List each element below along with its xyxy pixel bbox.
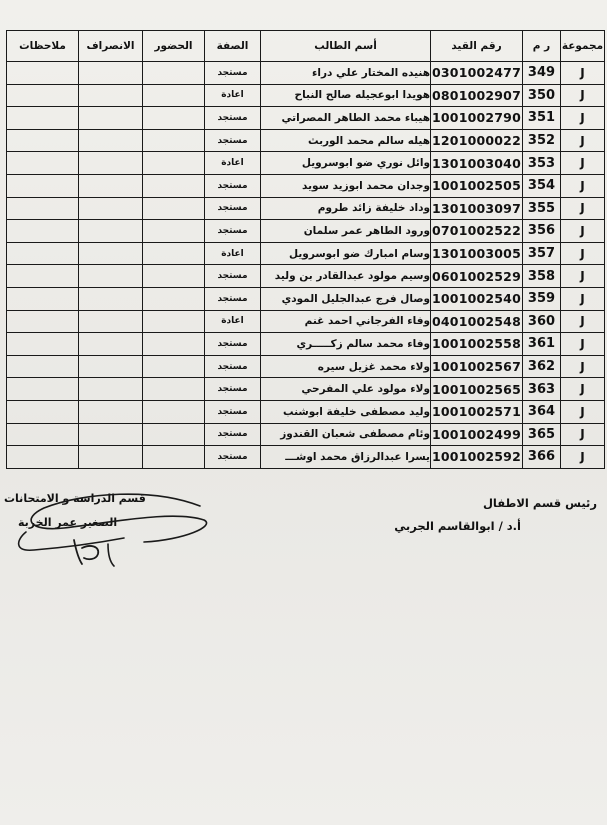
group-cell: J <box>561 355 605 378</box>
student-name-cell: يسرا عبدالرزاق محمد اوشـــ <box>261 446 431 469</box>
notes-cell <box>7 265 79 288</box>
header-number: ر م <box>523 31 561 62</box>
table-row <box>7 174 605 197</box>
attendance-cell <box>143 107 205 130</box>
table-row <box>7 333 605 356</box>
student-name-cell: هيباء محمد الطاهر المصراتي <box>261 107 431 130</box>
attendance-cell <box>143 310 205 333</box>
attendance-cell <box>143 355 205 378</box>
student-name-cell: وجدان محمد ابوزيد سويد <box>261 174 431 197</box>
header-attendance: الحضور <box>143 31 205 62</box>
status-cell: مستجد <box>205 174 261 197</box>
notes-cell <box>7 446 79 469</box>
group-cell: J <box>561 152 605 175</box>
status-cell: مستجد <box>205 287 261 310</box>
student-name-cell: وفاء محمد سالم زكـــــري <box>261 333 431 356</box>
notes-cell <box>7 242 79 265</box>
table-row <box>7 62 605 85</box>
table-row <box>7 378 605 401</box>
status-cell: اعادة <box>205 84 261 107</box>
departure-cell <box>79 333 143 356</box>
status-cell: مستجد <box>205 220 261 243</box>
status-cell: مستجد <box>205 265 261 288</box>
registration-number-cell: 0801002907 <box>431 84 523 107</box>
attendance-cell <box>143 152 205 175</box>
attendance-cell <box>143 446 205 469</box>
notes-cell <box>7 174 79 197</box>
table-header-row <box>7 31 605 62</box>
registration-number-cell: 1001002540 <box>431 287 523 310</box>
departure-cell <box>79 287 143 310</box>
departure-cell <box>79 355 143 378</box>
notes-cell <box>7 84 79 107</box>
student-name-cell: وليد مصطفى خليفة ابوشنب <box>261 400 431 423</box>
status-cell: مستجد <box>205 107 261 130</box>
group-cell: J <box>561 287 605 310</box>
registration-number-cell: 0401002548 <box>431 310 523 333</box>
group-cell: J <box>561 174 605 197</box>
table-row <box>7 310 605 333</box>
group-cell: J <box>561 378 605 401</box>
student-name-cell: وفاء الفرجاني احمد غنم <box>261 310 431 333</box>
departure-cell <box>79 423 143 446</box>
notes-cell <box>7 62 79 85</box>
group-cell: J <box>561 220 605 243</box>
attendance-cell <box>143 174 205 197</box>
departure-cell <box>79 242 143 265</box>
registration-number-cell: 1301003097 <box>431 197 523 220</box>
serial-number-cell: 359 <box>523 287 561 310</box>
table-row <box>7 220 605 243</box>
serial-number-cell: 360 <box>523 310 561 333</box>
table-row <box>7 197 605 220</box>
student-name-cell: هويدا ابوعجيله صالح النباح <box>261 84 431 107</box>
table-row <box>7 107 605 130</box>
serial-number-cell: 355 <box>523 197 561 220</box>
student-name-cell: وسام امبارك ضو ابوسرويل <box>261 242 431 265</box>
table-row <box>7 287 605 310</box>
serial-number-cell: 357 <box>523 242 561 265</box>
registration-number-cell: 1201000022 <box>431 129 523 152</box>
group-cell: J <box>561 197 605 220</box>
group-cell: J <box>561 62 605 85</box>
departure-cell <box>79 84 143 107</box>
student-name-cell: وسيم مولود عبدالقادر بن وليد <box>261 265 431 288</box>
header-group: مجموعة <box>561 31 605 62</box>
group-cell: J <box>561 423 605 446</box>
notes-cell <box>7 107 79 130</box>
registration-number-cell: 1001002505 <box>431 174 523 197</box>
attendance-cell <box>143 62 205 85</box>
student-roster-table <box>6 30 605 469</box>
status-cell: مستجد <box>205 333 261 356</box>
registration-number-cell: 1001002592 <box>431 446 523 469</box>
departure-cell <box>79 129 143 152</box>
table-row <box>7 265 605 288</box>
status-cell: مستجد <box>205 355 261 378</box>
attendance-cell <box>143 423 205 446</box>
header-notes: ملاحظات <box>7 31 79 62</box>
serial-number-cell: 353 <box>523 152 561 175</box>
notes-cell <box>7 287 79 310</box>
status-cell: مستجد <box>205 400 261 423</box>
attendance-cell <box>143 287 205 310</box>
student-name-cell: وئام مصطفى شعبان القندوز <box>261 423 431 446</box>
serial-number-cell: 351 <box>523 107 561 130</box>
group-cell: J <box>561 446 605 469</box>
registration-number-cell: 0701002522 <box>431 220 523 243</box>
group-cell: J <box>561 310 605 333</box>
header-reg-no: رقم القيد <box>431 31 523 62</box>
departure-cell <box>79 197 143 220</box>
status-cell: مستجد <box>205 378 261 401</box>
header-departure: الانصراف <box>79 31 143 62</box>
notes-cell <box>7 129 79 152</box>
notes-cell <box>7 220 79 243</box>
student-name-cell: ولاء محمد غزيل سيره <box>261 355 431 378</box>
serial-number-cell: 365 <box>523 423 561 446</box>
department-head-name: أ.د / ابوالقاسم الجربي <box>394 519 521 533</box>
departure-cell <box>79 378 143 401</box>
student-name-cell: هنيده المختار علي دراء <box>261 62 431 85</box>
registration-number-cell: 1001002567 <box>431 355 523 378</box>
attendance-cell <box>143 265 205 288</box>
handwritten-signature <box>4 488 214 578</box>
group-cell: J <box>561 242 605 265</box>
attendance-cell <box>143 129 205 152</box>
group-cell: J <box>561 129 605 152</box>
group-cell: J <box>561 84 605 107</box>
registration-number-cell: 1001002499 <box>431 423 523 446</box>
group-cell: J <box>561 333 605 356</box>
header-status: الصفة <box>205 31 261 62</box>
serial-number-cell: 358 <box>523 265 561 288</box>
student-name-cell: ولاء مولود علي المفرحي <box>261 378 431 401</box>
registration-number-cell: 1301003005 <box>431 242 523 265</box>
status-cell: مستجد <box>205 446 261 469</box>
serial-number-cell: 354 <box>523 174 561 197</box>
status-cell: مستجد <box>205 62 261 85</box>
notes-cell <box>7 333 79 356</box>
serial-number-cell: 350 <box>523 84 561 107</box>
group-cell: J <box>561 265 605 288</box>
notes-cell <box>7 152 79 175</box>
table-row <box>7 242 605 265</box>
table-row <box>7 423 605 446</box>
department-head-title: رئيس قسم الاطفال <box>482 496 597 510</box>
attendance-cell <box>143 197 205 220</box>
notes-cell <box>7 378 79 401</box>
departure-cell <box>79 400 143 423</box>
student-name-cell: هيله سالم محمد الوربث <box>261 129 431 152</box>
serial-number-cell: 361 <box>523 333 561 356</box>
student-name-cell: وصال فرج عبدالجليل المودي <box>261 287 431 310</box>
exams-office-name: الصغير عمر الخربة <box>18 516 118 529</box>
table-body <box>7 62 605 469</box>
serial-number-cell: 349 <box>523 62 561 85</box>
departure-cell <box>79 62 143 85</box>
registration-number-cell: 1001002565 <box>431 378 523 401</box>
status-cell: اعادة <box>205 242 261 265</box>
registration-number-cell: 1001002790 <box>431 107 523 130</box>
departure-cell <box>79 107 143 130</box>
attendance-cell <box>143 378 205 401</box>
departure-cell <box>79 174 143 197</box>
serial-number-cell: 362 <box>523 355 561 378</box>
status-cell: اعادة <box>205 310 261 333</box>
table-row <box>7 84 605 107</box>
registration-number-cell: 1001002558 <box>431 333 523 356</box>
table-row <box>7 446 605 469</box>
serial-number-cell: 366 <box>523 446 561 469</box>
table-row <box>7 152 605 175</box>
notes-cell <box>7 310 79 333</box>
attendance-cell <box>143 400 205 423</box>
attendance-cell <box>143 84 205 107</box>
attendance-cell <box>143 220 205 243</box>
status-cell: مستجد <box>205 423 261 446</box>
attendance-cell <box>143 242 205 265</box>
notes-cell <box>7 355 79 378</box>
student-name-cell: وداد خليفة زائد طروم <box>261 197 431 220</box>
student-name-cell: وائل نوري ضو ابوسرويل <box>261 152 431 175</box>
serial-number-cell: 363 <box>523 378 561 401</box>
header-name: أسم الطالب <box>261 31 431 62</box>
status-cell: مستجد <box>205 197 261 220</box>
registration-number-cell: 0301002477 <box>431 62 523 85</box>
departure-cell <box>79 446 143 469</box>
registration-number-cell: 1001002571 <box>431 400 523 423</box>
notes-cell <box>7 197 79 220</box>
exams-office-title: قسم الدراسة و الامتحانات <box>4 492 146 505</box>
student-name-cell: ورود الطاهر عمر سلمان <box>261 220 431 243</box>
departure-cell <box>79 220 143 243</box>
registration-number-cell: 1301003040 <box>431 152 523 175</box>
serial-number-cell: 352 <box>523 129 561 152</box>
serial-number-cell: 364 <box>523 400 561 423</box>
departure-cell <box>79 310 143 333</box>
departure-cell <box>79 265 143 288</box>
departure-cell <box>79 152 143 175</box>
table-row <box>7 355 605 378</box>
registration-number-cell: 0601002529 <box>431 265 523 288</box>
notes-cell <box>7 423 79 446</box>
group-cell: J <box>561 107 605 130</box>
table-row <box>7 400 605 423</box>
attendance-cell <box>143 333 205 356</box>
group-cell: J <box>561 400 605 423</box>
table-row <box>7 129 605 152</box>
status-cell: اعادة <box>205 152 261 175</box>
status-cell: مستجد <box>205 129 261 152</box>
serial-number-cell: 356 <box>523 220 561 243</box>
notes-cell <box>7 400 79 423</box>
